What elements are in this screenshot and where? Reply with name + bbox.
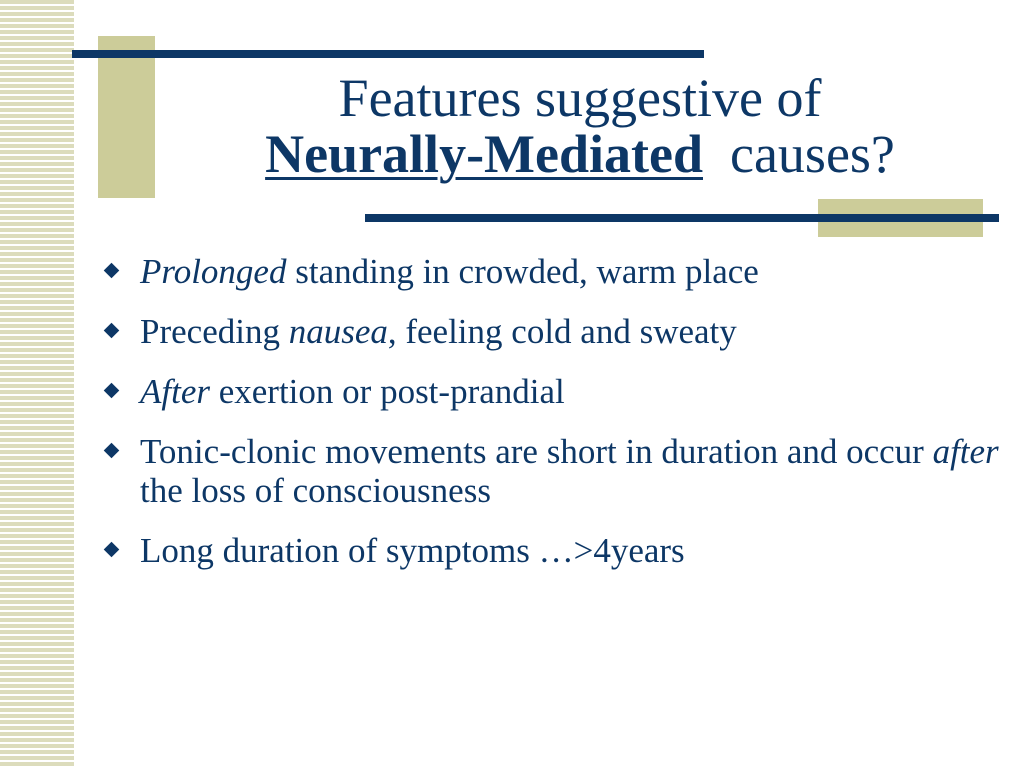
title-emphasis: Neurally-Mediated — [265, 124, 703, 184]
bullet-item — [104, 312, 1004, 351]
title-line-2 — [170, 126, 990, 182]
bullet-italic: after — [932, 432, 999, 471]
bullet-item — [104, 252, 1004, 291]
bullet-list — [104, 252, 1004, 591]
bullet-text: standing in crowded, warm place — [286, 252, 759, 291]
bullet-text: Long duration of symptoms …>4years — [140, 531, 685, 570]
bullet-italic: nausea — [288, 312, 388, 351]
bullet-italic: Prolonged — [140, 252, 287, 291]
diamond-bullet-icon — [104, 542, 120, 558]
title-suffix: causes? — [730, 124, 895, 184]
bullet-text: exertion or post-prandial — [209, 372, 565, 411]
bullet-text: the loss of consciousness — [140, 471, 491, 510]
decorative-khaki-block-left — [98, 36, 155, 198]
decorative-navy-line-bottom — [365, 214, 999, 222]
bullet-text: Preceding — [140, 312, 289, 351]
diamond-bullet-icon — [104, 383, 120, 399]
bullet-item — [104, 531, 1004, 570]
diamond-bullet-icon — [104, 443, 120, 459]
slide-title — [170, 70, 990, 182]
bullet-item — [104, 432, 1004, 510]
decorative-navy-line-top — [72, 50, 704, 58]
diamond-bullet-icon — [104, 323, 120, 339]
title-line-1: Features suggestive of — [338, 68, 822, 128]
diamond-bullet-icon — [104, 263, 120, 279]
bullet-italic: After — [140, 372, 210, 411]
decorative-stripe-bar — [0, 0, 74, 768]
bullet-text: , feeling cold and sweaty — [387, 312, 737, 351]
bullet-text: Tonic-clonic movements are short in duration and occur — [140, 432, 933, 471]
bullet-item — [104, 372, 1004, 411]
